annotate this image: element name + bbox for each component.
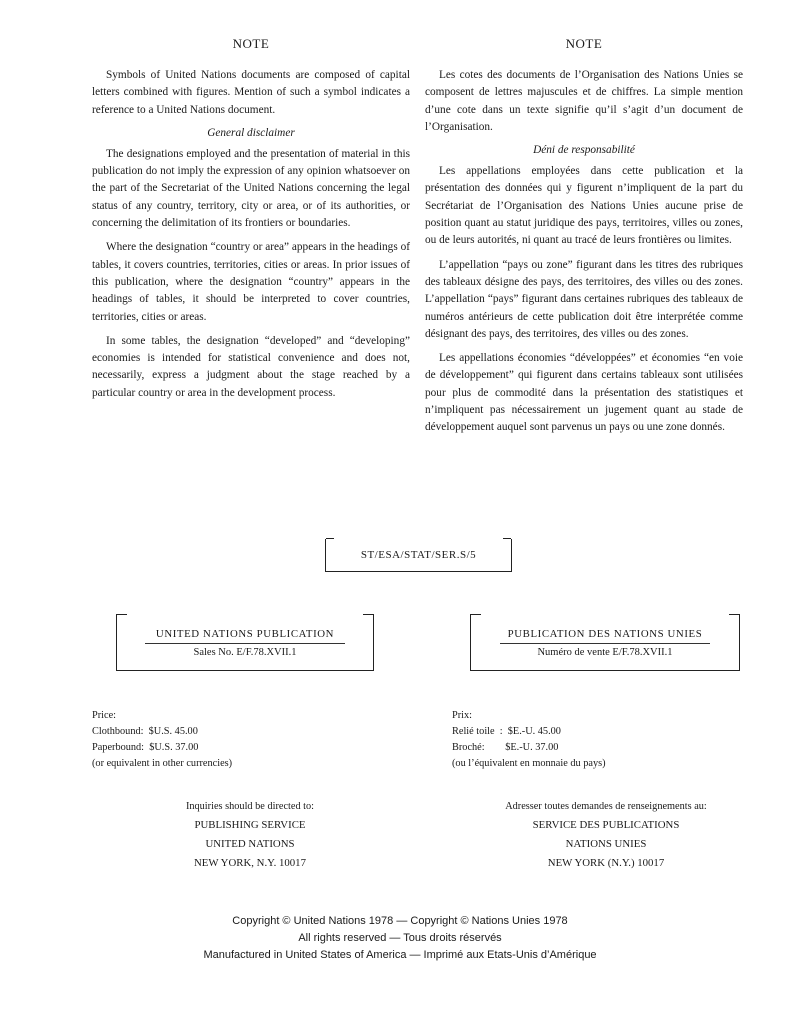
english-price-block <box>92 708 232 772</box>
french-sales-number: Numéro de vente E/F.78.XVII.1 <box>537 647 673 658</box>
english-inquiries-org: UNITED NATIONS <box>205 838 295 850</box>
english-inquiries-address: NEW YORK, N.Y. 10017 <box>194 857 306 869</box>
copyright-line: Copyright © United Nations 1978 — Copyright © Nations Unies 1978 <box>232 915 568 927</box>
french-publication-box <box>470 614 740 671</box>
english-developed-note: In some tables, the designation “developed” and “developing” economies is intended for statistical convenience and does not, necessarily, express a judgment about the stage reached by a particular country or area in the development process. <box>92 334 410 399</box>
french-price-paper: Broché: $E.-U. 37.00 <box>452 742 559 753</box>
french-inquiries-address: NEW YORK (N.Y.) 10017 <box>547 857 665 869</box>
french-publication-title: PUBLICATION DES NATIONS UNIES <box>507 628 703 640</box>
english-price-clothbound: Clothbound: $U.S. 45.00 <box>92 726 198 737</box>
english-country-area-note: Where the designation “country or area” appears in the headings of tables, it covers countries, territories, cities or areas. In prior issues of this publication, where the designation “country” appears in the headings of tables, it should be interpreted to cover countries, territories, cities or areas. <box>92 241 410 323</box>
french-inquiries-service: SERVICE DES PUBLICATIONS <box>532 819 680 831</box>
french-price-label: Prix: <box>452 710 473 721</box>
rights-reserved-line: All rights reserved — Tous droits réservés <box>298 932 502 944</box>
english-inquiries-intro: Inquiries should be directed to: <box>185 801 315 812</box>
copyright-block <box>150 913 650 964</box>
document-symbol-box <box>325 539 512 572</box>
english-disclaimer-text: The designations employed and the presentation of material in this publication do not imply the expression of any opinion whatsoever on the part of the Secretariat of the United Nations concerning the legal status of any country, territory, city or area, or of its authorities, or concerning the delimitation of its frontiers or boundaries. <box>92 147 410 230</box>
english-symbols-note: Symbols of United Nations documents are composed of capital letters combined with figures. Mention of such a symbol indicates a reference to a United Nations document. <box>92 69 410 116</box>
english-price-label: Price: <box>92 710 117 721</box>
french-inquiries-block <box>478 797 734 873</box>
french-disclaimer-text: Les appellations employées dans cette publication et la présentation des données qui y figurent n’impliquent de la part du Secrétariat de l’Organisation des Nations Unies aucune prise de position quant au statut juridique des pays, territoires, villes ou zones, ou de leurs autorités, ni quant au tracé de leurs frontières ou limites. <box>425 165 743 247</box>
english-price-note: (or equivalent in other currencies) <box>92 758 233 769</box>
english-inquiries-block <box>150 797 350 873</box>
english-heading: NOTE <box>232 36 270 51</box>
french-inquiries-org: NATIONS UNIES <box>565 838 647 850</box>
english-disclaimer-title: General disclaimer <box>207 126 295 139</box>
french-developed-note: Les appellations économies “développées” et économies “en voie de développement” qui figurent dans certains tableaux sont utilisées pour plus de commodité dans la présentation des statistiques et n’impliquent pas nécessairement un jugement quant au stade de développement auquel sont parvenus un pays ou une zone donnés. <box>425 352 743 434</box>
french-country-area-note: L’appellation “pays ou zone” figurant dans les titres des rubriques des tableaux désigne des pays, des territoires, des villes ou des zones. L’appellation “pays” figurant dans certaines rubriques des tableaux de numéros antérieurs de cette publication doit être interprétée comme désignant des pays, des territoires, des villes ou des zones. <box>425 258 743 340</box>
french-column <box>425 0 743 437</box>
english-publication-box <box>116 614 374 671</box>
french-price-note: (ou l’équivalent en monnaie du pays) <box>452 758 606 769</box>
english-column <box>92 0 410 402</box>
french-symbols-note: Les cotes des documents de l’Organisation des Nations Unies se composent de lettres majuscules et de chiffres. La simple mention d’une cote dans un texte signifie qu’il s’agit d’un document de l’Organisation. <box>425 69 743 133</box>
french-inquiries-intro: Adresser toutes demandes de renseignements au: <box>505 801 707 812</box>
english-inquiries-service: PUBLISHING SERVICE <box>194 819 306 831</box>
french-price-block <box>452 708 606 772</box>
document-symbol: ST/ESA/STAT/SER.S/5 <box>360 549 477 561</box>
english-sales-number: Sales No. E/F.78.XVII.1 <box>193 647 297 658</box>
manufactured-line: Manufactured in United States of America — Imprimé aux Etats-Unis d’Amérique <box>203 949 597 961</box>
french-price-cloth: Relié toile : $E.-U. 45.00 <box>452 726 561 737</box>
french-heading: NOTE <box>565 36 603 51</box>
english-price-paperbound: Paperbound: $U.S. 37.00 <box>92 742 199 753</box>
french-disclaimer-title: Déni de responsabilité <box>533 144 635 157</box>
english-publication-title: UNITED NATIONS PUBLICATION <box>155 628 335 640</box>
